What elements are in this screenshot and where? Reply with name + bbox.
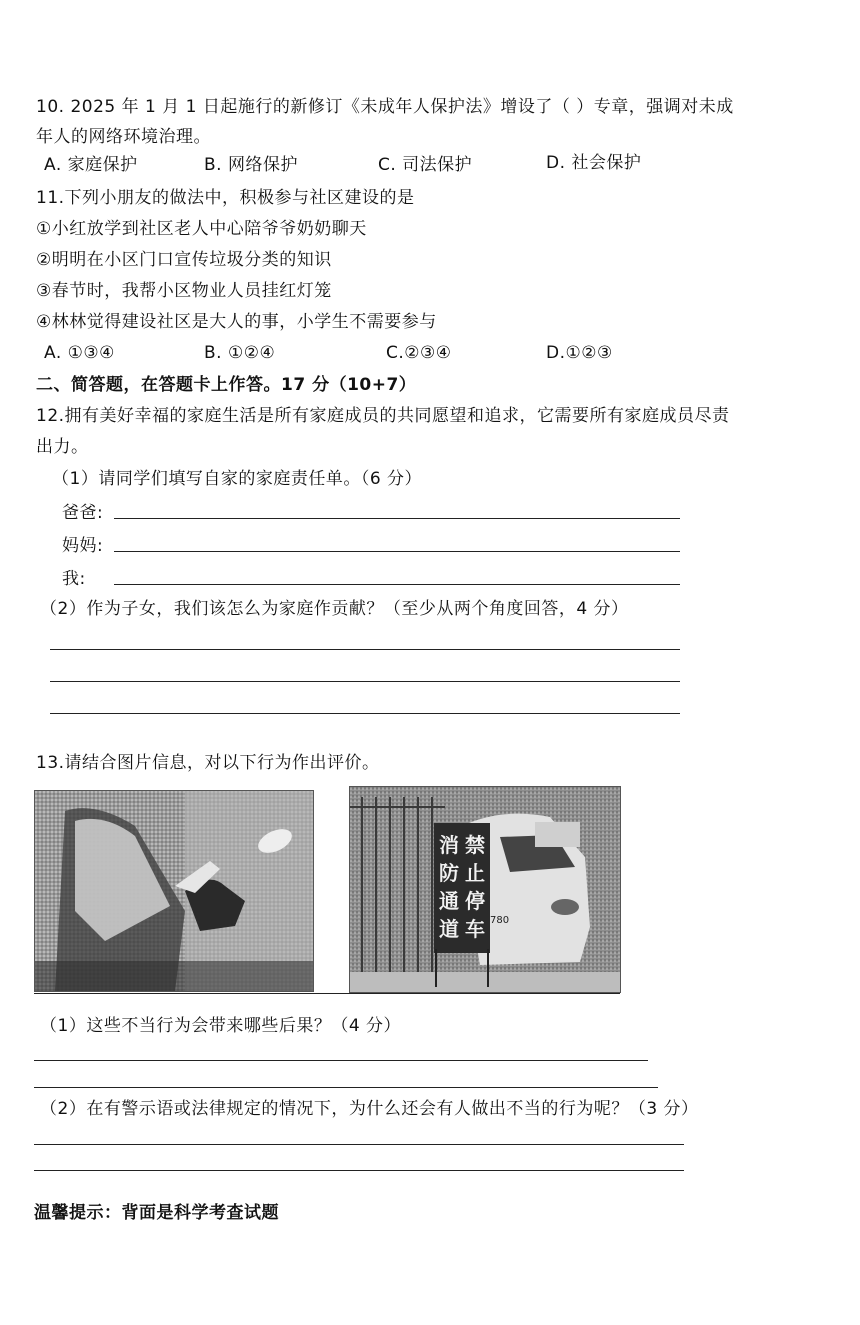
q12-sub1: （1）请同学们填写自家的家庭责任单。（6 分） [52,469,423,489]
q12-answer-line-1 [50,649,680,650]
q12-sub2: （2）作为子女，我们该怎么为家庭作贡献？（至少从两个角度回答，4 分） [40,599,629,619]
sign-fire-lane-text: 消防通道 [439,833,459,941]
q13-sub1-line-2 [34,1087,658,1088]
mom-label: 妈妈: [62,536,104,556]
q13-sub2-line-2 [34,1170,684,1171]
dad-answer-line [114,518,680,519]
q11-stem: 11.下列小朋友的做法中，积极参与社区建设的是 [36,188,415,208]
q11-item-4: ④林林觉得建设社区是大人的事，小学生不需要参与 [36,312,437,332]
q12-stem-line1: 12.拥有美好幸福的家庭生活是所有家庭成员的共同愿望和追求，它需要所有家庭成员尽责 [36,406,730,426]
q13-sub1-line-1 [34,1060,648,1061]
me-label: 我: [62,569,86,589]
license-plate-text: 780 [490,915,510,926]
footer-tip: 温馨提示：背面是科学考查试题 [34,1203,279,1223]
q11-item-2: ②明明在小区门口宣传垃圾分类的知识 [36,250,332,270]
q10-option-b: B. 网络保护 [204,155,298,175]
me-answer-line [114,584,680,585]
q10-option-d: D. 社会保护 [546,153,642,173]
q11-option-a: A. ①③④ [44,343,115,363]
q12-answer-line-2 [50,681,680,682]
q13-sub2: （2）在有警示语或法律规定的情况下，为什么还会有人做出不当的行为呢？（3 分） [40,1099,699,1119]
car-littering-photo [34,790,314,992]
q10-option-a: A. 家庭保护 [44,155,138,175]
q11-option-d: D.①②③ [546,343,613,363]
q13-sub1: （1）这些不当行为会带来哪些后果？（4 分） [40,1016,402,1036]
q13-stem: 13.请结合图片信息，对以下行为作出评价。 [36,753,380,773]
q12-answer-line-3 [50,713,680,714]
q10-option-c: C. 司法保护 [378,155,473,175]
q11-option-c: C.②③④ [386,343,452,363]
q10-stem-line1: 10. 2025 年 1 月 1 日起施行的新修订《未成年人保护法》增设了（ ）专章，强调对未成 [36,97,734,117]
q11-item-1: ①小红放学到社区老人中心陪爷爷奶奶聊天 [36,219,367,239]
section-2-title: 二、简答题，在答题卡上作答。17 分（10+7） [36,375,417,395]
q13-sub2-line-1 [34,1144,684,1145]
q11-item-3: ③春节时，我帮小区物业人员挂红灯笼 [36,281,332,301]
q11-option-b: B. ①②④ [204,343,276,363]
dad-label: 爸爸: [62,503,104,523]
q10-stem-line2: 年人的网络环境治理。 [36,127,211,147]
q12-stem-line2: 出力。 [36,437,89,457]
photo-separator-line [34,993,620,994]
fire-lane-parking-photo [349,786,621,993]
mom-answer-line [114,551,680,552]
sign-no-parking-text: 禁止停车 [465,833,485,941]
